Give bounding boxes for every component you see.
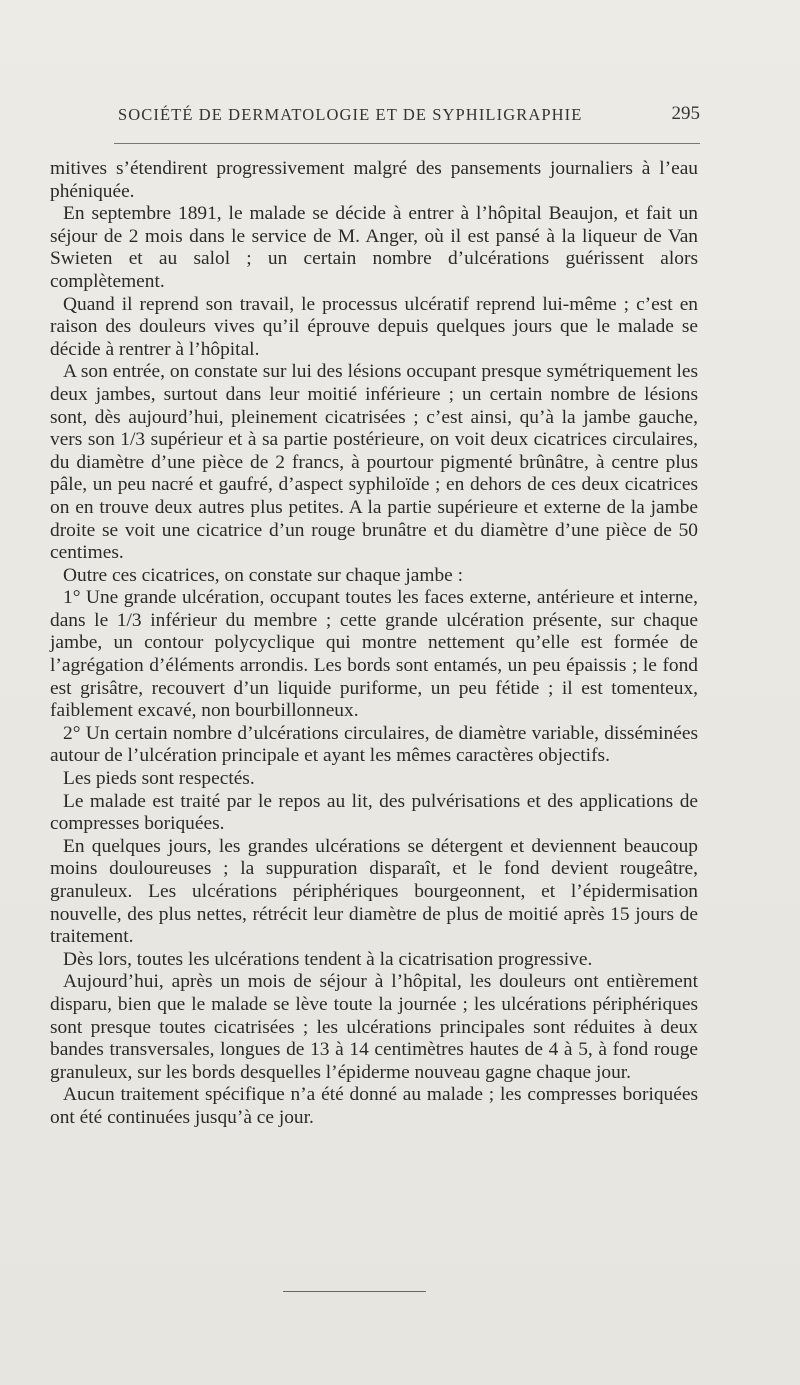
running-header bbox=[114, 103, 700, 127]
paragraph-9: Le malade est traité par le repos au lit, des pulvérisations et des applications de compresses boriquées. bbox=[50, 790, 698, 835]
paragraph-8: Les pieds sont respectés. bbox=[63, 768, 255, 790]
paragraph-10: En quelques jours, les grandes ulcérations se détergent et deviennent beaucoup moins douloureuses ; la suppuration disparaît, et le fond devient rougeâtre, granuleux. Les ulcérations périphériques bourgeonnent, et l’épidermisation nouvelle, des plus nettes, rétrécit leur diamètre de plus de moitié après 15 jours de traitement. bbox=[50, 835, 698, 948]
end-rule bbox=[283, 1291, 426, 1292]
paragraph-6: 1° Une grande ulcération, occupant toutes les faces externe, antérieure et interne, dans le 1/3 inférieur du membre ; cette grande ulcération présente, sur chaque jambe, un contour polycyclique qui montre nettement qu’elle est formée de l’agrégation d’éléments arrondis. Les bords sont entamés, un peu épaissis ; le fond est grisâtre, recouvert d’un liquide puriforme, un peu fétide ; il est tomenteux, faiblement excavé, non bourbillonneux. bbox=[50, 587, 698, 722]
paragraph-7: 2° Un certain nombre d’ulcérations circulaires, de diamètre variable, disséminées autour de l’ulcération principale et ayant les mêmes caractères objectifs. bbox=[50, 722, 698, 767]
running-header-title: SOCIÉTÉ DE DERMATOLOGIE ET DE SYPHILIGRAPHIE bbox=[118, 105, 583, 124]
paragraph-12: Aujourd’hui, après un mois de séjour à l’hôpital, les douleurs ont entièrement disparu, bien que le malade se lève toute la journée ; les ulcérations périphériques sont presque toutes cicatrisées ; les ulcérations principales sont réduites à deux bandes transversales, longues de 13 à 14 centimètres hautes de 4 à 5, à fond rouge granuleux, sur les bords desquelles l’épiderme nouveau gagne chaque jour. bbox=[50, 971, 698, 1083]
paragraph-13: Aucun traitement spécifique n’a été donné au malade ; les compresses boriquées ont été continuées jusqu’à ce jour. bbox=[50, 1084, 698, 1128]
paragraph-11: Dès lors, toutes les ulcérations tendent à la cicatrisation progressive. bbox=[63, 948, 593, 970]
paragraph-2: En septembre 1891, le malade se décide à entrer à l’hôpital Beaujon, et fait un séjour de 2 mois dans le service de M. Anger, où il est pansé à la liqueur de Van Swieten et au salol ; un certain nombre d’ulcérations guérissent alors complètement. bbox=[50, 203, 698, 292]
paragraph-5: Outre ces cicatrices, on constate sur chaque jambe : bbox=[63, 564, 464, 586]
paragraph-1: mitives s’étendirent progressivement malgré des pansements journaliers à l’eau phéniquée. bbox=[50, 158, 698, 202]
paragraph-3: Quand il reprend son travail, le processus ulcératif reprend lui-même ; c’est en raison des douleurs vives qu’il éprouve depuis quelques jours que le malade se décide à rentrer à l’hôpital. bbox=[50, 293, 698, 360]
header-rule bbox=[114, 143, 700, 144]
paragraph-4: A son entrée, on constate sur lui des lésions occupant presque symétriquement les deux jambes, surtout dans leur moitié inférieure ; un certain nombre de lésions sont, dès aujourd’hui, pleinement cicatrisées ; c’est ainsi, qu’à la jambe gauche, vers son 1/3 supérieur et à sa partie postérieure, on voit deux cicatrices circulaires, du diamètre d’une pièce de 2 francs, à pourtour pigmenté brûnâtre, à centre plus pâle, un peu nacré et gaufré, d’aspect syphiloïde ; en dehors de ces deux cicatrices on en trouve deux autres plus petites. A la partie supérieure et externe de la jambe droite se voit une cicatrice d’un rouge brunâtre et du diamètre d’une pièce de 50 centimes. bbox=[50, 361, 698, 564]
body-text bbox=[50, 158, 698, 1130]
page-number: 295 bbox=[671, 103, 700, 124]
